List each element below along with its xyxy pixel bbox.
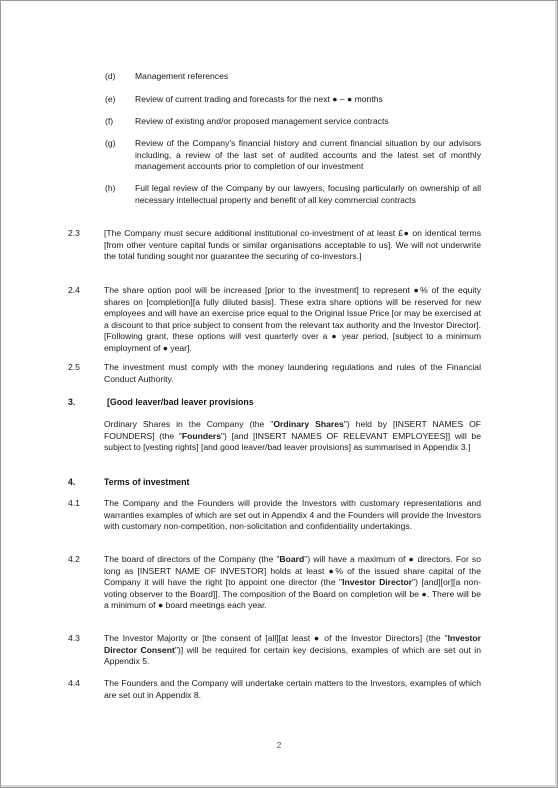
item-h-label: (h) — [105, 183, 116, 193]
clause-2-3-number: 2.3 — [68, 228, 80, 238]
clause-4-4-text: The Founders and the Company will undertake certain matters to the Investors, examples of which are set out in Appendix 8. — [104, 678, 481, 700]
clause-4-3-text: The Investor Majority or [the consent of [all][at least ● of the Investor Directors] (the "Investor Director Consent")] will be required for certain key decisions, examples of which are set out in Appendix 5. — [104, 633, 481, 667]
item-e-text: Review of current trading and forecasts for the next ● – ● months — [135, 94, 383, 104]
section-3-heading: [Good leaver/bad leaver provisions — [107, 397, 254, 407]
clause-2-4-text: The share option pool will be increased [prior to the investment] to represent ●% of the equity shares on [completion][a fully diluted basis]. These extra share options will be reserved for new employees and will have an exercise price equal to the Original Issue Price [or may be exercised at a discount to that price subject to consent from the relevant tax authority and the Investor Director]. [Following grant, these options will vest quarterly over a ● year period, [subject to a minimum employment of ● year]. — [104, 285, 481, 353]
defined-term-founders: Founders — [181, 430, 221, 441]
item-e-label: (e) — [105, 94, 116, 104]
clause-4-1-text: The Company and the Founders will provide the Investors with customary representations and warranties examples of which are set out in Appendix 4 and the Founders will provide the Investors with customary non-competition, non-solicitation and confidentiality undertakings. — [104, 498, 481, 532]
clause-4-2-text: The board of directors of the Company (the "Board") will have a maximum of ● directors. For so long as [INSERT NAME OF INVESTOR] holds at least ●% of the issued share capital of the Company it will have the right [to appoint one director (the "Investor Director") [and][or][a non-voting observer to the Board]]. The composition of the Board on completion will be ●. There will be a minimum of ● board meetings each year. — [104, 554, 481, 611]
item-h-text: Full legal review of the Company by our lawyers, focusing particularly on ownership of all necessary intellectual property and benefit of all key commercial contracts — [135, 183, 481, 205]
clause-4-2-number: 4.2 — [68, 554, 80, 564]
section-3-paragraph: Ordinary Shares in the Company (the "Ordinary Shares") held by [INSERT NAMES OF FOUNDERS] (the "Founders") [and [INSERT NAMES OF RELEVANT EMPLOYEES]] will be subject to [vesting rights] [and good leaver/bad leaver provisions] as summarised in Appendix 3.] — [104, 419, 482, 453]
page-number: 2 — [276, 740, 282, 750]
section-4-heading: Terms of investment — [104, 477, 190, 487]
clause-2-3-text: [The Company must secure additional institutional co-investment of at least £● on identical terms [from other venture capital funds or similar organisations acceptable to us]. We will not underwrite the total funding sought nor guarantee the securing of co-investors.] — [104, 228, 481, 262]
item-d-label: (d) — [105, 71, 116, 81]
clause-4-4-number: 4.4 — [68, 678, 80, 688]
item-f-text: Review of existing and/or proposed management service contracts — [135, 116, 389, 126]
item-g-label: (g) — [105, 138, 116, 148]
defined-term-investor-director: Investor Director — [342, 577, 413, 588]
clause-2-5-number: 2.5 — [68, 362, 80, 372]
item-f-label: (f) — [105, 116, 114, 126]
clause-2-4-number: 2.4 — [68, 285, 80, 295]
defined-term-investor-director-consent: Investor Director Consent — [104, 633, 481, 655]
clause-4-3-number: 4.3 — [68, 633, 80, 643]
item-g-text: Review of the Company’s financial history and current financial situation by our advisors including, a review of the last set of audited accounts and the latest set of monthly management accounts prior to completion of our investment — [135, 138, 481, 172]
section-4-number: 4. — [68, 477, 76, 487]
item-d-text: Management references — [135, 71, 229, 81]
clause-4-1-number: 4.1 — [68, 498, 80, 508]
section-3-number: 3. — [68, 397, 76, 407]
defined-term-board: Board — [279, 554, 305, 564]
clause-2-5-text: The investment must comply with the money laundering regulations and rules of the Financial Conduct Authority. — [104, 362, 481, 384]
defined-term-ordinary-shares: Ordinary Shares — [273, 419, 344, 429]
